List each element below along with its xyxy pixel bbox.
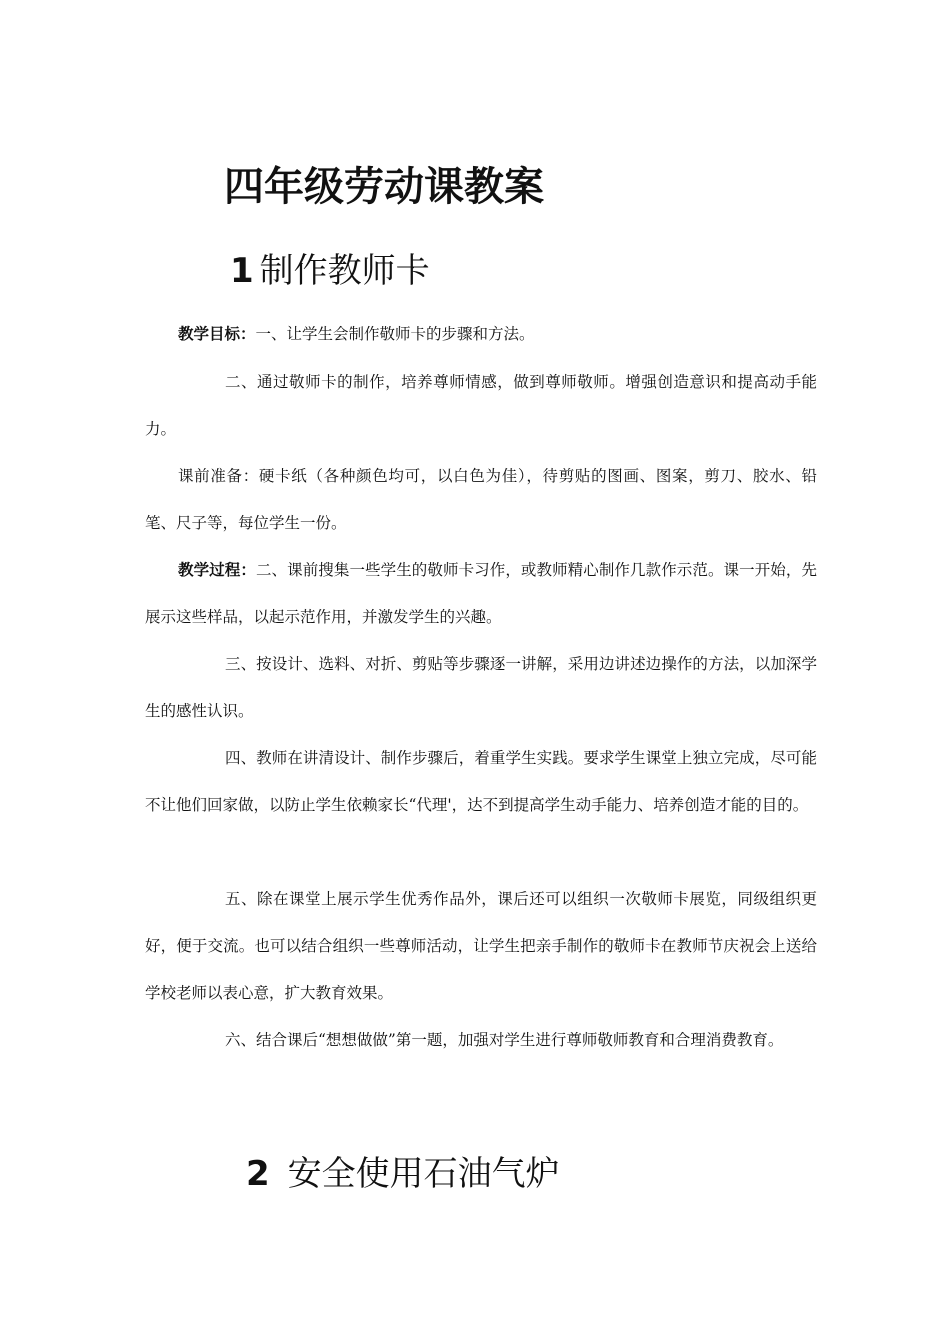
lesson-2-title: 安全使用石油气炉 bbox=[287, 1154, 560, 1194]
objective-item-1: 一、让学生会制作敬师卡的步骤和方法。 bbox=[255, 325, 535, 343]
lesson-2-number: 2 bbox=[246, 1154, 270, 1194]
process-step-3: 三、按设计、选料、对折、剪贴等步骤逐一讲解，采用边讲述边操作的方法，以加深学生的感性认识。 bbox=[145, 655, 817, 720]
document-title: 四年级劳动课教案 bbox=[224, 164, 544, 210]
objectives-paragraph bbox=[145, 311, 817, 358]
process-step-6: 六、结合课后“想想做做”第一题，加强对学生进行尊师敬师教育和合理消费教育。 bbox=[225, 1031, 784, 1049]
lesson-2-heading bbox=[246, 1152, 560, 1196]
objective-item-2: 二、通过敬师卡的制作，培养尊师情感，做到尊师敬师。增强创造意识和提高动手能力。 bbox=[145, 373, 817, 438]
process-label: 教学过程： bbox=[178, 561, 256, 579]
process-step-2: 二、课前搜集一些学生的敬师卡习作，或教师精心制作几款作示范。课一开始，先展示这些样品，以起示范作用，并激发学生的兴趣。 bbox=[145, 561, 817, 626]
process-step-4: 四、教师在讲清设计、制作步骤后，着重学生实践。要求学生课堂上独立完成，尽可能不让他们回家做，以防止学生依赖家长“代理'，达不到提高学生动手能力、培养创造才能的目的。 bbox=[145, 749, 817, 814]
preparation-paragraph: 课前准备：硬卡纸（各种颜色均可，以白色为佳），待剪贴的图画、图案，剪刀、胶水、铅笔、尺子等，每位学生一份。 bbox=[145, 467, 817, 532]
lesson-1-title: 制作教师卡 bbox=[259, 251, 430, 291]
objectives-label: 教学目标： bbox=[178, 325, 256, 343]
lesson-1-heading bbox=[230, 249, 430, 293]
lesson-1-number: 1 bbox=[230, 251, 254, 291]
process-paragraph bbox=[145, 547, 817, 641]
process-step-5: 五、除在课堂上展示学生优秀作品外，课后还可以组织一次敬师卡展览，同级组织更好，便于交流。也可以结合组织一些尊师活动，让学生把亲手制作的敬师卡在教师节庆祝会上送给学校老师以表心意，扩大教育效果。 bbox=[145, 890, 817, 1002]
